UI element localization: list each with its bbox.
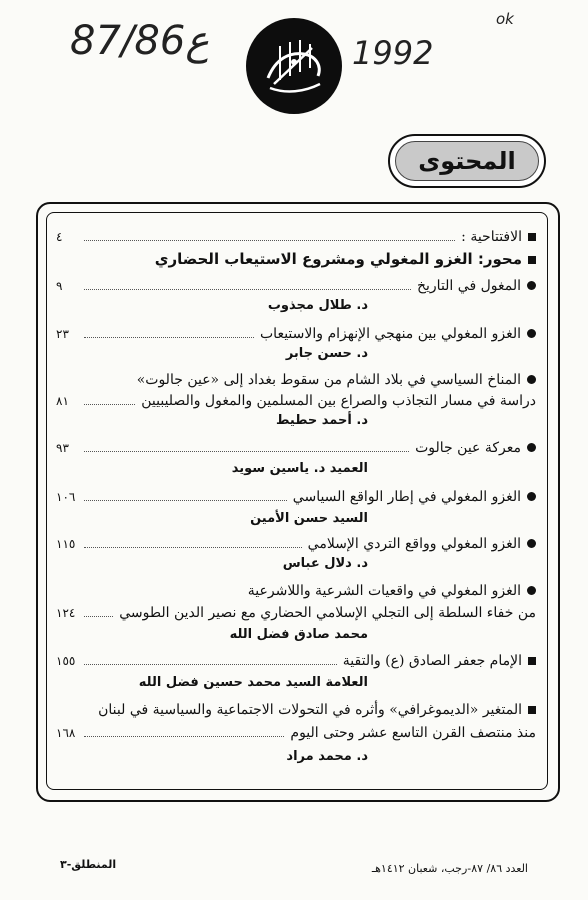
page-title: المحتوى	[418, 147, 516, 175]
toc-page-number: ٩٣	[56, 441, 69, 455]
toc-author: د. طلال مجذوب	[267, 298, 368, 313]
toc-entry[interactable]	[56, 536, 536, 552]
toc-author: العميد د. ياسين سويد	[231, 461, 368, 476]
toc-page-number: ١٥٥	[56, 654, 76, 668]
toc-page-number: ٤	[56, 230, 63, 244]
handwritten-issue-numbers: 87/86ع	[70, 18, 210, 64]
handwritten-year: 1992	[352, 34, 434, 72]
leader-dots	[84, 547, 302, 548]
square-bullet-icon	[528, 657, 536, 665]
round-bullet-icon	[527, 329, 536, 338]
toc-entry-title: المغول في التاريخ	[416, 278, 521, 294]
calligraphy-icon	[246, 18, 342, 114]
toc-author: محمد صادق فضل الله	[229, 627, 368, 642]
leader-dots	[84, 451, 409, 452]
toc-author: د. أحمد حطيط	[276, 413, 368, 428]
basmala-calligraphy-seal	[246, 18, 342, 114]
toc-entry-title: الغزو المغولي وواقع التردي الإسلامي	[307, 536, 521, 552]
contents-title-badge	[388, 134, 546, 188]
toc-entry-subtitle-row	[56, 605, 536, 621]
toc-author: السيد حسن الأمين	[250, 511, 368, 526]
toc-entry-title: الإمام جعفر الصادق (ع) والتقية	[342, 653, 522, 669]
toc-entry-title: المناخ السياسي في بلاد الشام من سقوط بغداد إلى «عين جالوت»	[136, 372, 521, 388]
toc-author: د. محمد مراد	[286, 749, 368, 764]
toc-entry-title: معركة عين جالوت	[415, 440, 521, 456]
toc-section-title: محور: الغزو المغولي ومشروع الاستيعاب الحضاري	[154, 250, 522, 268]
leader-dots	[84, 289, 411, 290]
toc-entry-title: الغزو المغولي في واقعيات الشرعية واللاشرعية	[247, 583, 521, 599]
toc-entry[interactable]	[56, 326, 536, 342]
round-bullet-icon	[527, 492, 536, 501]
square-bullet-icon	[528, 256, 536, 264]
toc-section-heading	[56, 250, 536, 268]
toc-page-number: ٩	[56, 279, 63, 293]
toc-author: د. حسن جابر	[285, 346, 368, 361]
square-bullet-icon	[528, 706, 536, 714]
leader-dots	[84, 404, 135, 405]
toc-entry-title: الغزو المغولي بين منهجي الإنهزام والاستيعاب	[260, 326, 521, 342]
square-bullet-icon	[528, 233, 536, 241]
toc-author: د. دلال عباس	[282, 556, 368, 571]
toc-page-number: ١٢٤	[56, 606, 76, 620]
toc-entry[interactable]	[56, 278, 536, 294]
toc-entry[interactable]	[56, 583, 536, 599]
round-bullet-icon	[527, 443, 536, 452]
toc-entry[interactable]	[56, 372, 536, 388]
toc-page-number: ٨١	[56, 394, 69, 408]
toc-entry-subtitle-row	[56, 393, 536, 409]
leader-dots	[84, 664, 337, 665]
toc-entry-subtitle: دراسة في مسار التجاذب والصراع بين المسلمين والمغول والصليبيين	[141, 393, 536, 409]
toc-page-number: ١٠٦	[56, 490, 76, 504]
toc-entry-subtitle-row	[56, 725, 536, 741]
footer-issue-info: العدد ٨٦/ ٨٧-رجب، شعبان ١٤١٢هـ	[371, 862, 528, 875]
round-bullet-icon	[527, 586, 536, 595]
leader-dots	[84, 500, 287, 501]
toc-page-number: ٢٣	[56, 327, 69, 341]
toc-entry-title: الغزو المغولي في إطار الواقع السياسي	[292, 489, 521, 505]
round-bullet-icon	[527, 375, 536, 384]
leader-dots	[84, 337, 254, 338]
round-bullet-icon	[527, 281, 536, 290]
toc-entry-title: المتغير «الديموغرافي» وأثره في التحولات الاجتماعية والسياسية في لبنان	[98, 702, 522, 718]
leader-dots	[84, 736, 284, 737]
toc-page-number: ١١٥	[56, 537, 76, 551]
toc-entry-subtitle: من خفاء السلطة إلى التجلي الإسلامي الحضاري مع نصير الدين الطوسي	[119, 605, 536, 621]
toc-author: العلامة السيد محمد حسين فضل الله	[138, 675, 368, 690]
handwritten-ok-mark: ok	[496, 10, 514, 28]
toc-entry[interactable]	[56, 489, 536, 505]
toc-entry[interactable]	[56, 653, 536, 669]
toc-entry-editorial[interactable]	[56, 229, 536, 245]
footer-journal-page: المنطلق-٣	[60, 858, 117, 871]
toc-entry-subtitle: منذ منتصف القرن التاسع عشر وحتى اليوم	[290, 725, 536, 741]
leader-dots	[84, 240, 455, 241]
toc-entry[interactable]	[56, 702, 536, 718]
leader-dots	[84, 616, 113, 617]
toc-entry[interactable]	[56, 440, 536, 456]
round-bullet-icon	[527, 539, 536, 548]
toc-page-number: ١٦٨	[56, 726, 76, 740]
toc-entry-title: الافتتاحية :	[461, 229, 522, 245]
